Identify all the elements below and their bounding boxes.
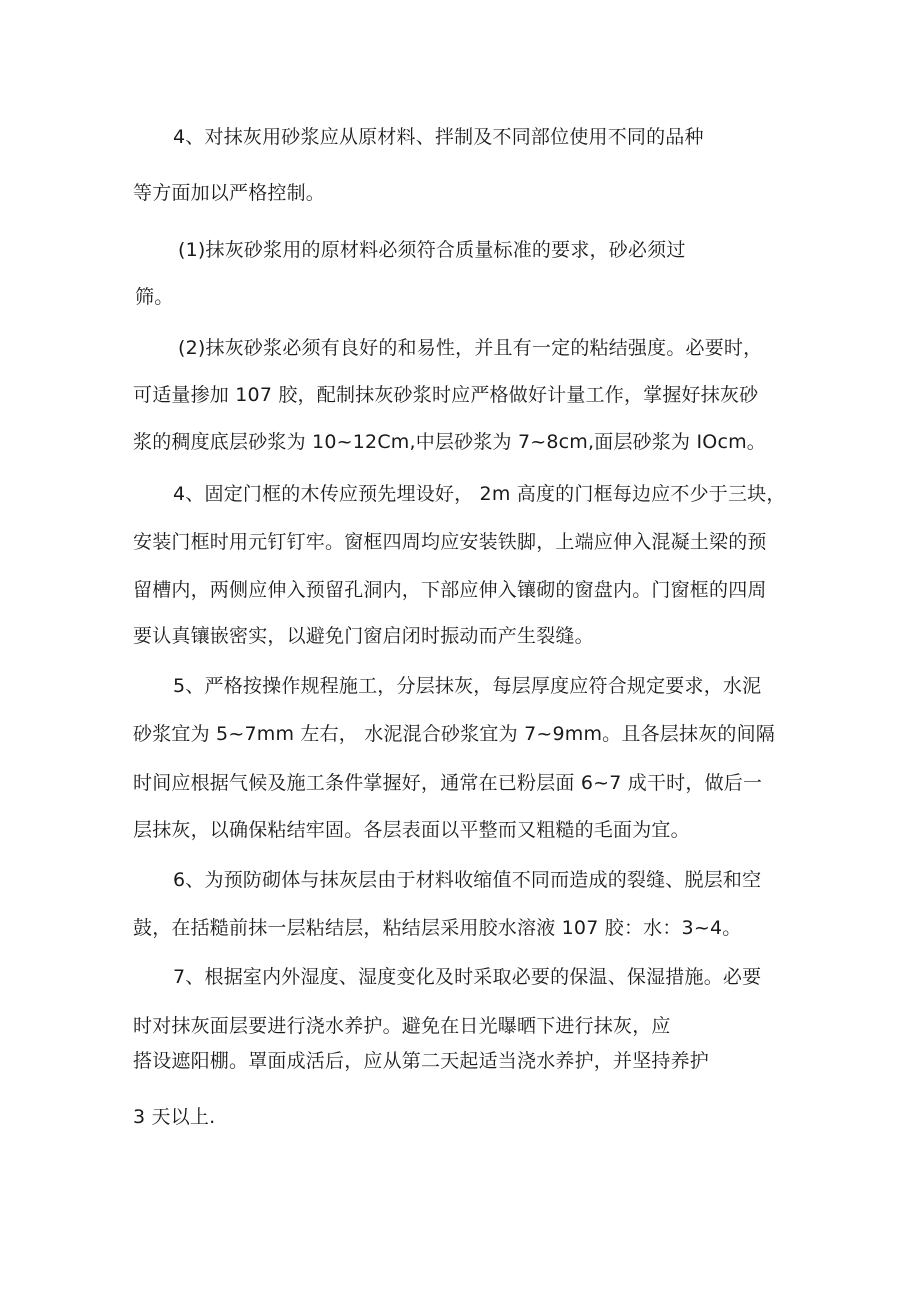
text-line: 4、固定门框的木传应预先埋设好， 2m 高度的门框每边应不少于三块，: [173, 483, 786, 505]
text-line: 鼓，在括糙前抹一层粘结层，粘结层采用胶水溶液 107 胶：水：3~4。: [133, 917, 742, 939]
text-line: 等方面加以严格控制。: [133, 182, 326, 204]
text-line: 层抹灰，以确保粘结牢固。各层表面以平整而又粗糙的毛面为宜。: [133, 819, 690, 841]
text-line: 砂浆宜为 5~7mm 左右， 水泥混合砂浆宜为 7~9mm。且各层抹灰的间隔: [133, 723, 775, 745]
text-line: 要认真镶嵌密实，以避免门窗启闭时振动而产生裂缝。: [133, 625, 594, 647]
text-line: 时对抹灰面层要进行浇水养护。避免在日光曝晒下进行抹灰，应: [133, 1015, 671, 1037]
text-line: 3 天以上.: [133, 1106, 216, 1128]
text-line: (1)抹灰砂浆用的原材料必须符合质量标准的要求，砂必须过: [178, 239, 686, 261]
text-line: (2)抹灰砂浆必须有良好的和易性，并且有一定的粘结强度。必要时，: [178, 337, 763, 359]
text-line: 留槽内，两侧应伸入预留孔洞内，下部应伸入镶砌的窗盘内。门窗框的四周: [133, 579, 767, 601]
text-line: 可适量掺加 107 胶，配制抹灰砂浆时应严格做好计量工作，掌握好抹灰砂: [133, 384, 759, 406]
text-line: 时间应根据气候及施工条件掌握好，通常在已粉层面 6~7 成干时，做后一: [133, 772, 763, 794]
text-line: 搭设遮阳棚。罩面成活后，应从第二天起适当浇水养护，并坚持养护: [133, 1050, 710, 1072]
text-line: 4、对抹灰用砂浆应从原材料、拌制及不同部位使用不同的品种: [173, 126, 704, 148]
text-line: 浆的稠度底层砂浆为 10~12Cm,中层砂浆为 7~8cm,面层砂浆为 IOcm。: [133, 431, 767, 453]
text-line: 安装门框时用元钉钉牢。窗框四周均应安装铁脚，上端应伸入混凝土梁的预: [133, 531, 767, 553]
text-line: 6、为预防砌体与抹灰层由于材料收缩值不同而造成的裂缝、脱层和空: [173, 869, 762, 891]
text-line: 5、严格按操作规程施工，分层抹灰，每层厚度应符合规定要求，水泥: [173, 675, 762, 697]
text-line: 筛。: [135, 286, 174, 308]
text-line: 7、根据室内外湿度、湿度变化及时采取必要的保温、保湿措施。必要: [173, 966, 762, 988]
